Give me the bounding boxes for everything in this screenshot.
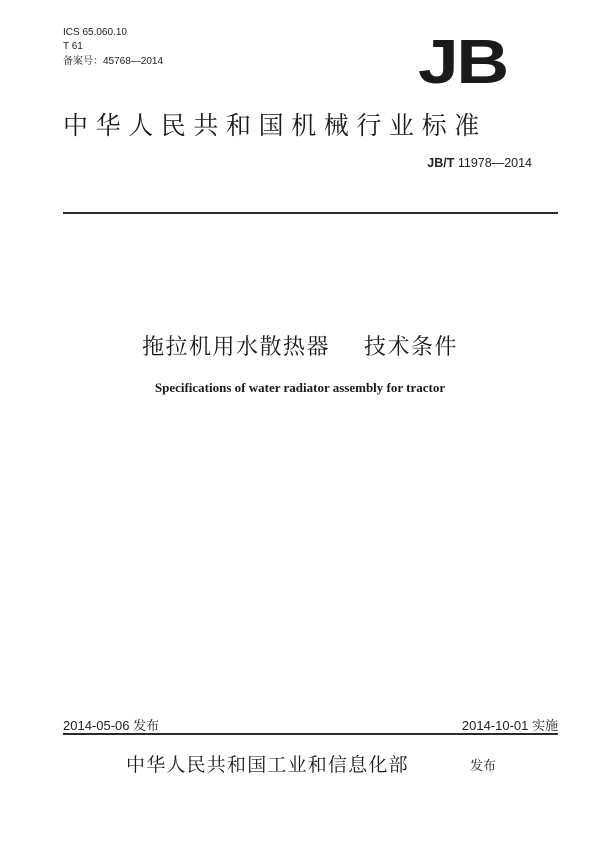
classification-code: T 61: [63, 41, 83, 52]
top-divider: [63, 212, 558, 214]
standard-number-value: 11978—2014: [457, 156, 532, 170]
standard-number: [427, 156, 532, 170]
standard-number-prefix: JB/T: [427, 156, 455, 170]
standard-category: 中华人民共和国机械行业标准: [63, 111, 487, 140]
ics-code: ICS 65.060.10: [63, 27, 127, 38]
title-english: Specifications of water radiator assembly for tractor: [154, 380, 446, 395]
bottom-divider: [63, 733, 558, 735]
jb-logo: JB: [418, 28, 507, 97]
implementation-date: 2014-10-01 实施: [461, 718, 558, 733]
title-chinese: 拖拉机用水散热器 技术条件: [142, 335, 458, 360]
record-number: 备案号：45768—2014: [63, 56, 164, 67]
issue-date: 2014-05-06 发布: [63, 718, 160, 733]
issuing-authority: 中华人民共和国工业和信息化部: [126, 754, 409, 776]
issuing-authority-suffix: 发布: [470, 759, 497, 774]
